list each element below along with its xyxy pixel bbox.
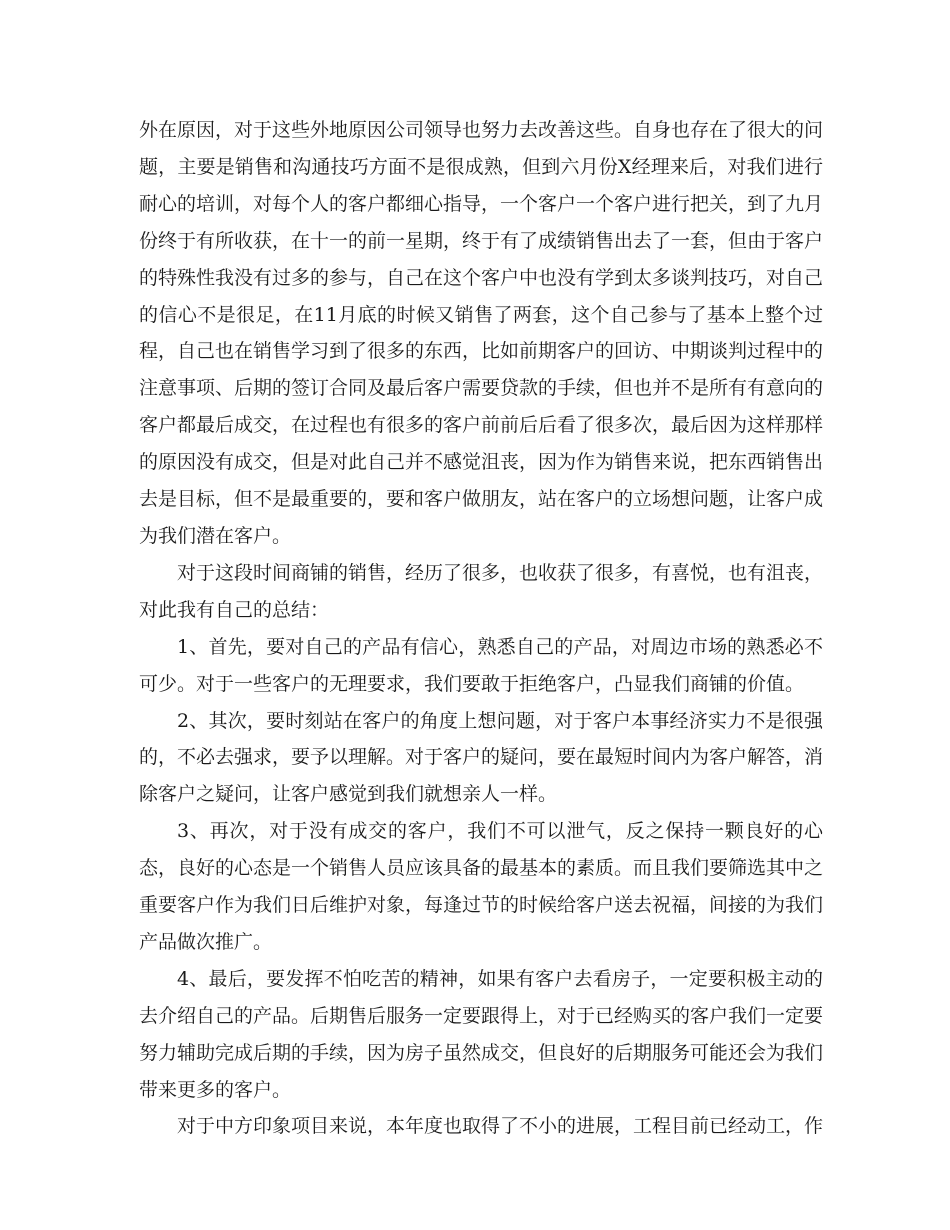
paragraph-project: 对于中方印象项目来说，本年度也取得了不小的进展，工程目前已经动工，作 (177, 1115, 824, 1138)
paragraph-continuation: 外在原因，对于这些外地原因公司领导也努力去改善这些。自身也存在了很大的问题，主要是销售和沟通技巧方面不是很成熟，但到六月份X经理来后，对我们进行耐心的培训，对每个人的客户都细心指导，一个客户一个客户进行把关，到了九月份终于有所收获，在十一的前一星期，终于有了成绩销售出去了一套，但由于客户的特殊性我没有过多的参与，自己在这个客户中也没有学到太多谈判技巧，对自己的信心不是很足，在11月底的时候又销售了两套，这个自己参与了基本上整个过程，自己也在销售学习到了很多的东西，比如前期客户的回访、中期谈判过程中的注意事项、后期的签订合同及最后客户需要贷款的手续，但也并不是所有有意向的客户都最后成交，在过程也有很多的客户前前后后看了很多次，最后因为这样那样的原因没有成交，但是对此自己并不感觉沮丧，因为作为销售来说，把东西销售出去是目标，但不是最重要的，要和客户做朋友，站在客户的立场想问题，让客户成为我们潜在客户。 (139, 119, 824, 547)
paragraph-point-4: 4、最后，要发挥不怕吃苦的精神，如果有客户去看房子，一定要积极主动的去介绍自己的产品。后期售后服务一定要跟得上，对于已经购买的客户我们一定要努力辅助完成后期的手续，因为房子虽然成交，但良好的后期服务可能还会为我们带来更多的客户。 (139, 967, 824, 1101)
document-body (139, 112, 823, 1145)
paragraph-point-1: 1、首先，要对自己的产品有信心，熟悉自己的产品，对周边市场的熟悉必不可少。对于一些客户的无理要求，我们要敢于拒绝客户，凸显我们商铺的价值。 (139, 635, 823, 695)
paragraph-summary-intro: 对于这段时间商铺的销售，经历了很多，也收获了很多，有喜悦，也有沮丧，对此我有自己的总结： (139, 561, 824, 621)
paragraph-point-3: 3、再次，对于没有成交的客户，我们不可以泄气，反之保持一颗良好的心态，良好的心态是一个销售人员应该具备的最基本的素质。而且我们要筛选其中之重要客户作为我们日后维护对象，每逢过节的时候给客户送去祝福，间接的为我们产品做次推广。 (139, 820, 824, 953)
paragraph-point-2: 2、其次，要时刻站在客户的角度上想问题，对于客户本事经济实力不是很强的，不必去强求，要予以理解。对于客户的疑问，要在最短时间内为客户解答，消除客户之疑问，让客户感觉到我们就想亲人一样。 (139, 709, 824, 806)
